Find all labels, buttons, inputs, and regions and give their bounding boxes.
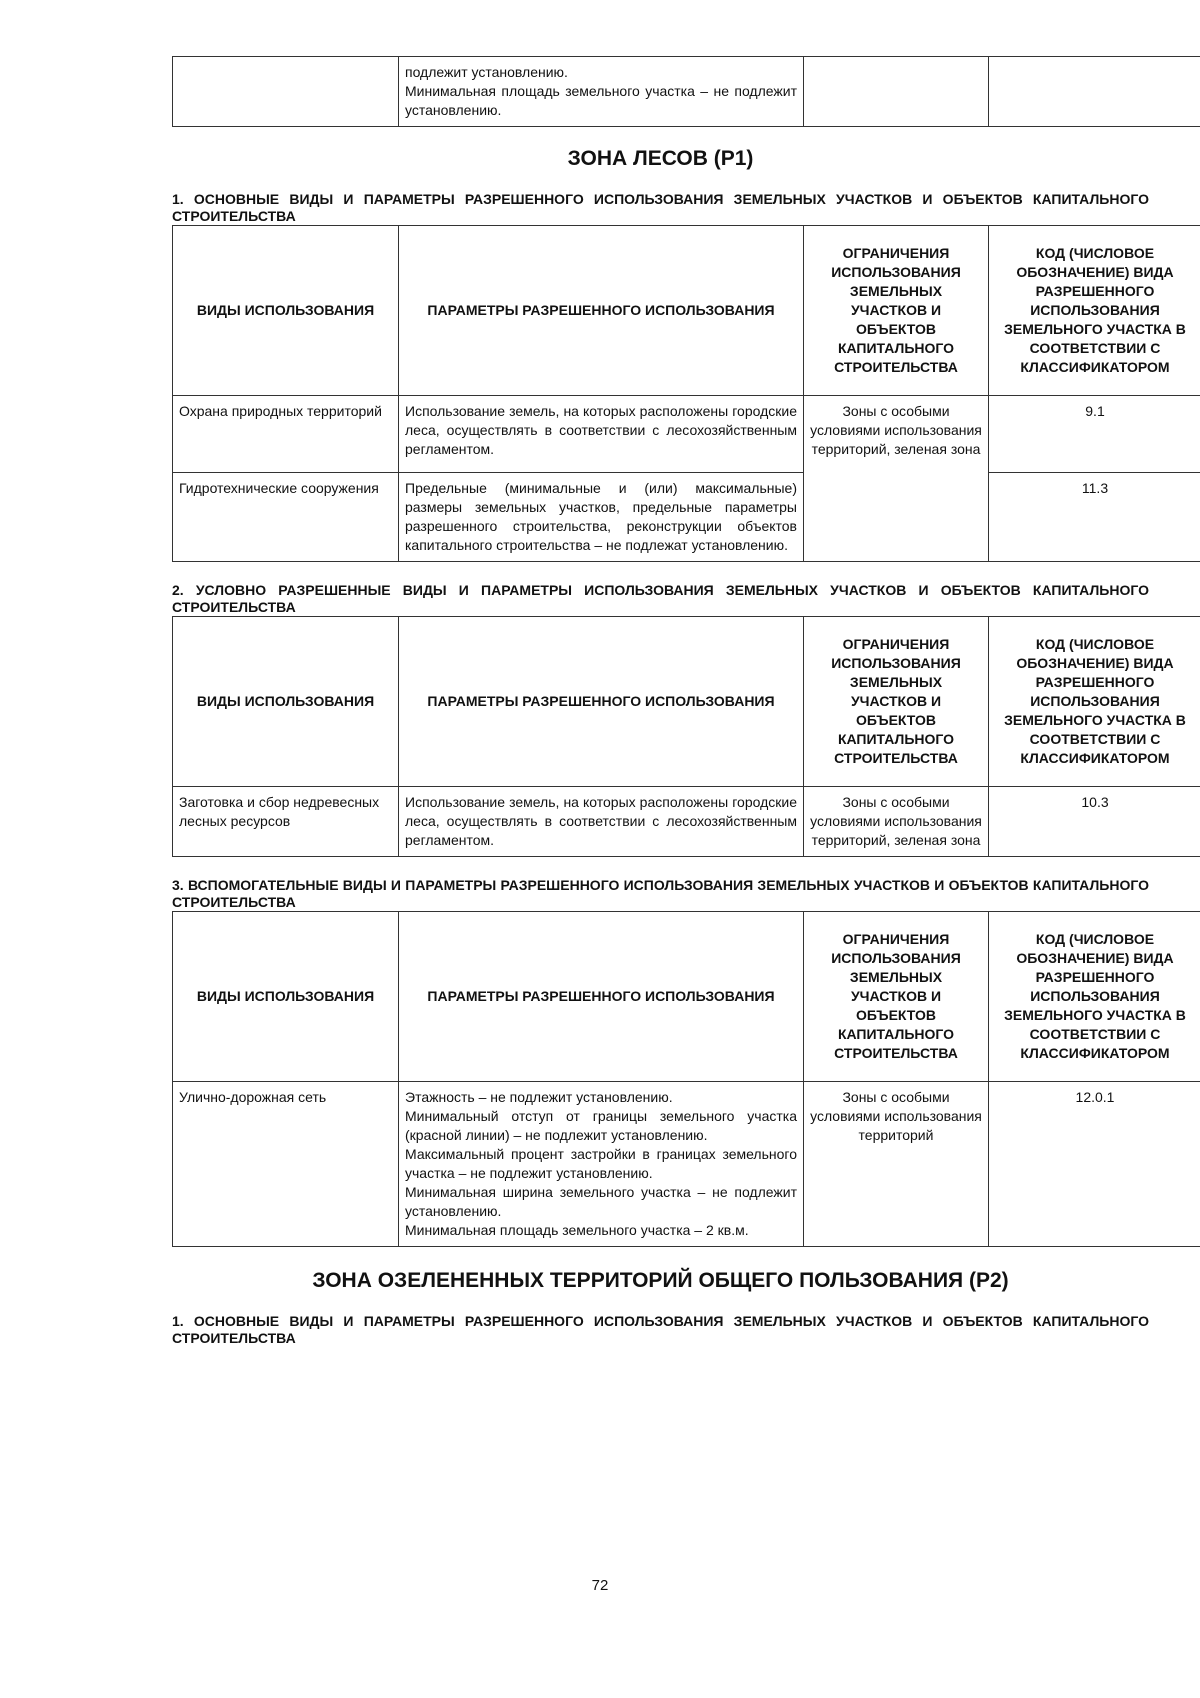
cell-params: Использование земель, на которых расположены городские леса, осуществлять в соответствии с лесохозяйственным регламентом. bbox=[399, 396, 804, 473]
document-page bbox=[172, 56, 1186, 1347]
cell-kind: Охрана природных территорий bbox=[173, 396, 399, 473]
header-params: ПАРАМЕТРЫ РАЗРЕШЕННОГО ИСПОЛЬЗОВАНИЯ bbox=[399, 617, 804, 787]
table-row bbox=[173, 473, 1200, 562]
cell-code: 10.3 bbox=[989, 787, 1200, 857]
table-cell bbox=[804, 57, 989, 127]
header-restrictions: ОГРАНИЧЕНИЯ ИСПОЛЬЗОВАНИЯ ЗЕМЕЛЬНЫХ УЧАСТКОВ И ОБЪЕКТОВ КАПИТАЛЬНОГО СТРОИТЕЛЬСТВА bbox=[804, 617, 989, 787]
table-header-row bbox=[173, 912, 1200, 1082]
cell-restriction: Зоны с особыми условиями использования территорий bbox=[804, 1082, 989, 1247]
header-code: КОД (ЧИСЛОВОЕ ОБОЗНАЧЕНИЕ) ВИДА РАЗРЕШЕННОГО ИСПОЛЬЗОВАНИЯ ЗЕМЕЛЬНОГО УЧАСТКА В СООТВЕТСТВИИ С КЛАССИФИКАТОРОМ bbox=[989, 617, 1200, 787]
cell-kind: Улично-дорожная сеть bbox=[173, 1082, 399, 1247]
header-restrictions: ОГРАНИЧЕНИЯ ИСПОЛЬЗОВАНИЯ ЗЕМЕЛЬНЫХ УЧАСТКОВ И ОБЪЕКТОВ КАПИТАЛЬНОГО СТРОИТЕЛЬСТВА bbox=[804, 226, 989, 396]
section-title: 1. ОСНОВНЫЕ ВИДЫ И ПАРАМЕТРЫ РАЗРЕШЕННОГО ИСПОЛЬЗОВАНИЯ ЗЕМЕЛЬНЫХ УЧАСТКОВ И ОБЪЕКТОВ КАПИТАЛЬНОГО СТРОИТЕЛЬСТВА bbox=[172, 1313, 1149, 1346]
auxiliary-uses-table bbox=[172, 911, 1200, 1247]
cell-params bbox=[399, 1082, 804, 1247]
table-row bbox=[173, 787, 1200, 857]
table-cell bbox=[989, 57, 1200, 127]
cell-kind: Гидротехнические сооружения bbox=[173, 473, 399, 562]
cell-code: 9.1 bbox=[989, 396, 1200, 473]
header-code: КОД (ЧИСЛОВОЕ ОБОЗНАЧЕНИЕ) ВИДА РАЗРЕШЕННОГО ИСПОЛЬЗОВАНИЯ ЗЕМЕЛЬНОГО УЧАСТКА В СООТВЕТСТВИИ С КЛАССИФИКАТОРОМ bbox=[989, 226, 1200, 396]
header-code: КОД (ЧИСЛОВОЕ ОБОЗНАЧЕНИЕ) ВИДА РАЗРЕШЕННОГО ИСПОЛЬЗОВАНИЯ ЗЕМЕЛЬНОГО УЧАСТКА В СООТВЕТСТВИИ С КЛАССИФИКАТОРОМ bbox=[989, 912, 1200, 1082]
section-title: 3. ВСПОМОГАТЕЛЬНЫЕ ВИДЫ И ПАРАМЕТРЫ РАЗРЕШЕННОГО ИСПОЛЬЗОВАНИЯ ЗЕМЕЛЬНЫХ УЧАСТКОВ И ОБЪЕКТОВ КАПИТАЛЬНОГО СТРОИТЕЛЬСТВА bbox=[172, 877, 1149, 910]
cell-restriction: Зоны с особыми условиями использования территорий, зеленая зона bbox=[804, 787, 989, 857]
cell-kind: Заготовка и сбор недревесных лесных ресурсов bbox=[173, 787, 399, 857]
header-kind: ВИДЫ ИСПОЛЬЗОВАНИЯ bbox=[173, 912, 399, 1082]
header-restrictions: ОГРАНИЧЕНИЯ ИСПОЛЬЗОВАНИЯ ЗЕМЕЛЬНЫХ УЧАСТКОВ И ОБЪЕКТОВ КАПИТАЛЬНОГО СТРОИТЕЛЬСТВА bbox=[804, 912, 989, 1082]
header-params: ПАРАМЕТРЫ РАЗРЕШЕННОГО ИСПОЛЬЗОВАНИЯ bbox=[399, 912, 804, 1082]
param-line: Максимальный процент застройки в границах земельного участка – не подлежит установлению. bbox=[405, 1146, 797, 1181]
section-title: 2. УСЛОВНО РАЗРЕШЕННЫЕ ВИДЫ И ПАРАМЕТРЫ ИСПОЛЬЗОВАНИЯ ЗЕМЕЛЬНЫХ УЧАСТКОВ И ОБЪЕКТОВ КАПИТАЛЬНОГО СТРОИТЕЛЬСТВА bbox=[172, 582, 1149, 615]
page-number: 72 bbox=[591, 1577, 609, 1594]
param-line: Минимальная площадь земельного участка – 2 кв.м. bbox=[405, 1222, 749, 1238]
cell-params: Предельные (минимальные и (или) максимальные) размеры земельных участков, предельные параметры разрешенного строительства, реконструкции объектов капитального строительства – не подлежат установлению. bbox=[399, 473, 804, 562]
header-params: ПАРАМЕТРЫ РАЗРЕШЕННОГО ИСПОЛЬЗОВАНИЯ bbox=[399, 226, 804, 396]
conditional-uses-table bbox=[172, 616, 1200, 857]
param-line: Минимальная площадь земельного участка – не подлежит установлению. bbox=[405, 83, 797, 118]
cell-restriction: Зоны с особыми условиями использования территорий, зеленая зона bbox=[804, 396, 989, 562]
section-title: 1. ОСНОВНЫЕ ВИДЫ И ПАРАМЕТРЫ РАЗРЕШЕННОГО ИСПОЛЬЗОВАНИЯ ЗЕМЕЛЬНЫХ УЧАСТКОВ И ОБЪЕКТОВ КАПИТАЛЬНОГО СТРОИТЕЛЬСТВА bbox=[172, 191, 1149, 224]
header-kind: ВИДЫ ИСПОЛЬЗОВАНИЯ bbox=[173, 617, 399, 787]
param-line: подлежит установлению. bbox=[405, 64, 568, 80]
continued-table bbox=[172, 56, 1200, 127]
main-uses-table bbox=[172, 225, 1200, 562]
table-header-row bbox=[173, 617, 1200, 787]
table-row bbox=[173, 1082, 1200, 1247]
table-header-row bbox=[173, 226, 1200, 396]
param-line: Этажность – не подлежит установлению. bbox=[405, 1089, 673, 1105]
table-row bbox=[173, 396, 1200, 473]
param-line: Минимальный отступ от границы земельного участка (красной линии) – не подлежит установлению. bbox=[405, 1108, 797, 1143]
table-cell bbox=[173, 57, 399, 127]
table-row bbox=[173, 57, 1200, 127]
cell-params: Использование земель, на которых расположены городские леса, осуществлять в соответствии с лесохозяйственным регламентом. bbox=[399, 787, 804, 857]
header-kind: ВИДЫ ИСПОЛЬЗОВАНИЯ bbox=[173, 226, 399, 396]
table-cell bbox=[399, 57, 804, 127]
zone-title-p2: ЗОНА ОЗЕЛЕНЕННЫХ ТЕРРИТОРИЙ ОБЩЕГО ПОЛЬЗОВАНИЯ (Р2) bbox=[312, 1269, 1009, 1292]
param-line: Минимальная ширина земельного участка – не подлежит установлению. bbox=[405, 1184, 797, 1219]
cell-code: 12.0.1 bbox=[989, 1082, 1200, 1247]
zone-title-p1: ЗОНА ЛЕСОВ (Р1) bbox=[567, 147, 754, 170]
cell-code: 11.3 bbox=[989, 473, 1200, 562]
